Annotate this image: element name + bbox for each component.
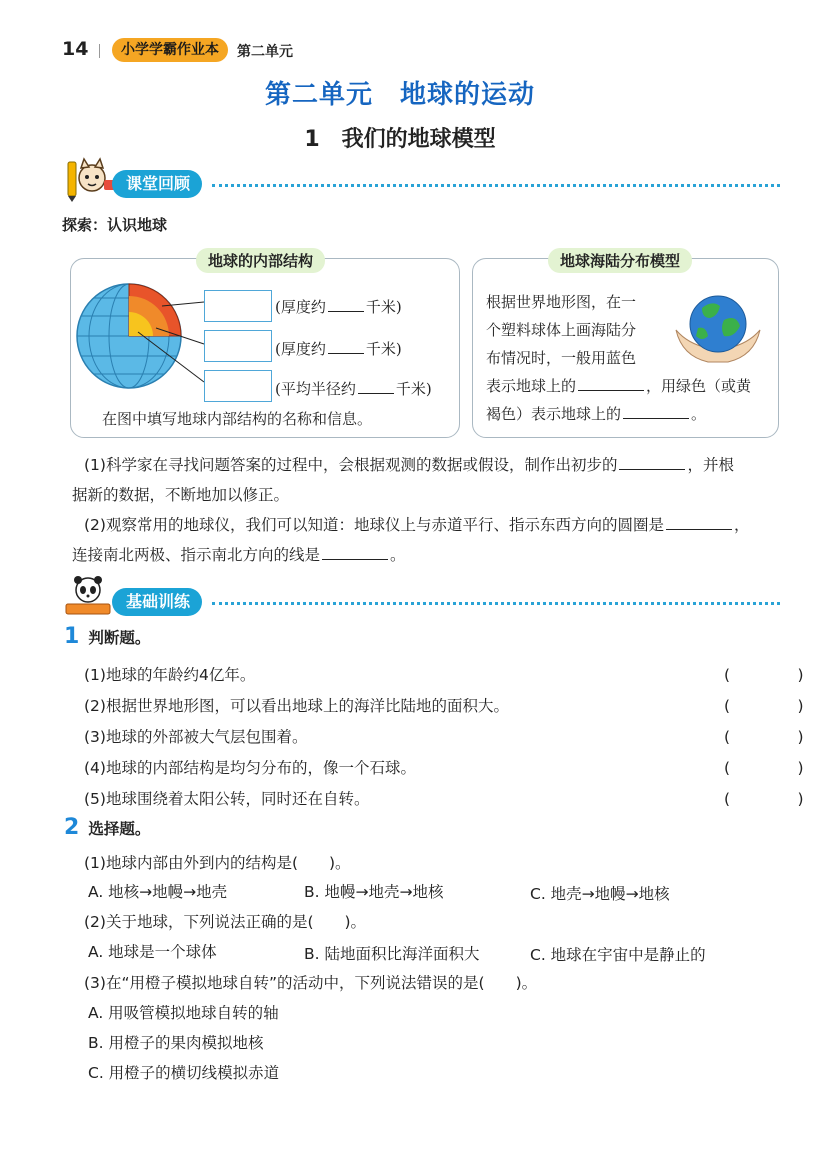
review-paragraphs bbox=[72, 450, 784, 570]
q1-item-2: (2)根据世界地形图，可以看出地球上的海洋比陆地的面积大。 bbox=[84, 697, 509, 715]
review-p2-suffix: ， bbox=[733, 516, 750, 534]
header-unit-label: 第二单元 bbox=[237, 44, 293, 60]
q2-1-option-a[interactable]: A. 地核→地幔→地壳 bbox=[88, 883, 228, 901]
review-section-title: 课堂回顾 bbox=[112, 170, 202, 198]
q1-answer-paren-4[interactable]: ( ) bbox=[724, 759, 830, 777]
q2-1-option-c[interactable]: C. 地壳→地幔→地核 bbox=[530, 885, 670, 903]
q1-answer-paren-2[interactable]: ( ) bbox=[724, 697, 830, 715]
core-radius-suffix: 千米) bbox=[395, 380, 432, 398]
land-sea-line-2: 个塑料球体上画海陆分 bbox=[486, 321, 637, 339]
q2-2-option-b[interactable]: B. 陆地面积比海洋面积大 bbox=[304, 945, 480, 963]
question-2-title: 选择题。 bbox=[88, 820, 151, 838]
mantle-thickness-prefix: (厚度约 bbox=[275, 340, 326, 358]
land-sea-model-tag: 地球海陆分布模型 bbox=[548, 248, 692, 273]
q2-3-option-b[interactable]: B. 用橙子的果肉模拟地核 bbox=[88, 1034, 264, 1052]
q1-answer-paren-5[interactable]: ( ) bbox=[724, 790, 830, 808]
lesson-title: 1 我们的地球模型 bbox=[304, 127, 496, 152]
basic-section-title: 基础训练 bbox=[112, 588, 202, 616]
q2-2-option-a[interactable]: A. 地球是一个球体 bbox=[88, 943, 217, 961]
core-name-blank[interactable] bbox=[204, 370, 272, 402]
earth-structure-tag: 地球的内部结构 bbox=[196, 248, 325, 273]
q2-3-option-a[interactable]: A. 用吸管模拟地球自转的轴 bbox=[88, 1004, 279, 1022]
review-p1-blank[interactable] bbox=[619, 457, 685, 470]
land-sea-line-4-prefix: 表示地球上的 bbox=[486, 377, 577, 395]
explore-label: 探索：认识地球 bbox=[62, 216, 168, 234]
unit-title: 第二单元 地球的运动 bbox=[264, 80, 535, 110]
header-divider bbox=[99, 44, 100, 58]
question-2-header bbox=[64, 815, 150, 840]
q2-2-stem: (2)关于地球，下列说法正确的是( )。 bbox=[84, 913, 367, 931]
earth-structure-caption: 在图中填写地球内部结构的名称和信息。 bbox=[102, 410, 373, 428]
q2-1-stem: (1)地球内部由外到内的结构是( )。 bbox=[84, 854, 351, 872]
ocean-color-blank[interactable] bbox=[578, 378, 644, 391]
land-sea-line-3: 布情况时，一般用蓝色 bbox=[486, 349, 637, 367]
q1-item-4: (4)地球的内部结构是均匀分布的，像一个石球。 bbox=[84, 759, 416, 777]
crust-name-blank[interactable] bbox=[204, 290, 272, 322]
mantle-thickness-suffix: 千米) bbox=[365, 340, 402, 358]
q2-2-option-c[interactable]: C. 地球在宇宙中是静止的 bbox=[530, 946, 706, 964]
land-sea-line-5-prefix: 褐色）表示地球上的 bbox=[486, 405, 622, 423]
q2-3-stem: (3)在“用橙子模拟地球自转”的活动中，下列说法错误的是( )。 bbox=[84, 974, 538, 992]
crust-thickness-blank[interactable] bbox=[328, 299, 364, 312]
hands-holding-globe-icon bbox=[668, 290, 768, 370]
mantle-thickness-blank[interactable] bbox=[328, 341, 364, 354]
core-radius-prefix: (平均半径约 bbox=[275, 380, 356, 398]
review-p2-blank-2[interactable] bbox=[322, 547, 388, 560]
land-sea-line-5-suffix: 。 bbox=[691, 405, 707, 423]
review-p2-line1 bbox=[84, 510, 784, 540]
land-sea-line-1: 根据世界地形图，在一 bbox=[486, 293, 637, 311]
basic-dotted-rule bbox=[212, 602, 780, 605]
q2-1-option-b[interactable]: B. 地幔→地壳→地核 bbox=[304, 883, 444, 901]
review-p2-blank-1[interactable] bbox=[666, 517, 732, 530]
q1-item-3: (3)地球的外部被大气层包围着。 bbox=[84, 728, 308, 746]
review-p1-line1 bbox=[84, 450, 784, 480]
review-dotted-rule bbox=[212, 184, 780, 187]
land-sea-line-4 bbox=[486, 372, 751, 400]
q1-item-1: (1)地球的年龄约4亿年。 bbox=[84, 666, 256, 684]
q1-item-5: (5)地球围绕着太阳公转，同时还在自转。 bbox=[84, 790, 370, 808]
land-sea-line-5 bbox=[486, 400, 751, 428]
question-1-number: 1 bbox=[64, 624, 80, 649]
crust-thickness-line bbox=[275, 296, 402, 317]
crust-thickness-suffix: 千米) bbox=[365, 298, 402, 316]
crust-thickness-prefix: (厚度约 bbox=[275, 298, 326, 316]
q1-answer-paren-1[interactable]: ( ) bbox=[724, 666, 830, 684]
review-p2-line2-suffix: 。 bbox=[390, 546, 406, 564]
page-number: 14 bbox=[62, 38, 89, 60]
earth-cross-section-diagram bbox=[74, 276, 214, 396]
q1-answer-paren-3[interactable]: ( ) bbox=[724, 728, 830, 746]
basic-section-header bbox=[62, 574, 780, 618]
question-2-number: 2 bbox=[64, 815, 80, 840]
review-p2-line2-text: 连接南北两极、指示南北方向的线是 bbox=[72, 546, 321, 564]
mantle-name-blank[interactable] bbox=[204, 330, 272, 362]
review-p1-text: (1)科学家在寻找问题答案的过程中，会根据观测的数据或假设，制作出初步的 bbox=[84, 456, 618, 474]
core-radius-line bbox=[275, 378, 432, 399]
review-p2-text: (2)观察常用的地球仪，我们可以知道：地球仪上与赤道平行、指示东西方向的圆圈是 bbox=[84, 516, 664, 534]
review-p1-suffix: ，并根 bbox=[687, 456, 734, 474]
land-sea-line-4-suffix: ，用绿色（或黄 bbox=[646, 377, 752, 395]
q2-3-option-c[interactable]: C. 用橙子的横切线模拟赤道 bbox=[88, 1064, 280, 1082]
land-color-blank[interactable] bbox=[623, 406, 689, 419]
question-1-header bbox=[64, 624, 150, 649]
question-1-title: 判断题。 bbox=[88, 629, 151, 647]
core-radius-blank[interactable] bbox=[358, 381, 394, 394]
book-name-badge: 小学学霸作业本 bbox=[112, 38, 228, 62]
review-section-header bbox=[62, 156, 780, 200]
review-p1-line2: 据新的数据，不断地加以修正。 bbox=[72, 486, 290, 504]
review-p2-line2 bbox=[72, 540, 784, 570]
mantle-thickness-line bbox=[275, 338, 402, 359]
